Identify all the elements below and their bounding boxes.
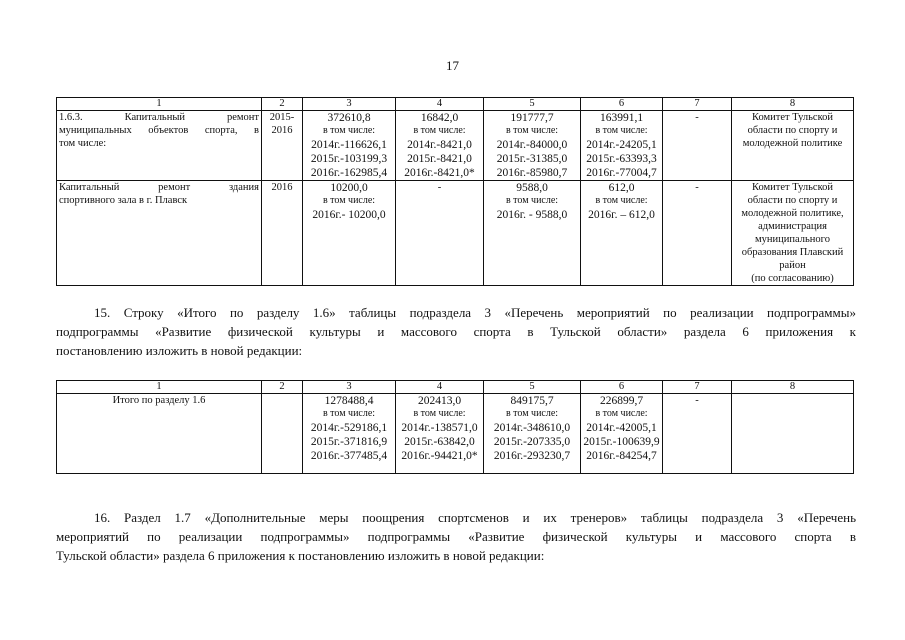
cell-line: 2016г.-84254,7 <box>586 449 657 462</box>
total-cell <box>303 181 396 286</box>
measure-name-cell <box>57 181 262 286</box>
cell-line: в том числе: <box>322 125 376 136</box>
cell-line: 2014г.-348610,0 <box>493 421 571 434</box>
cell-line: 2015г.-63842,0 <box>404 435 475 448</box>
cell-line: в том числе: <box>322 195 376 206</box>
cell-line: спортивного зала в г. Плавск <box>59 195 188 206</box>
cell-line: 1.6.3. Капитальный ремонт <box>59 112 259 123</box>
paragraph-line: подпрограммы «Развитие физической культуры и массового спорта в Тульской области» раздела 6 приложения к <box>56 324 856 339</box>
table-row <box>57 394 854 474</box>
table-header-row <box>57 98 854 111</box>
header-cell: 8 <box>732 98 854 111</box>
cell-line: 2015г.-371816,9 <box>310 435 388 448</box>
cell-line: район <box>779 260 806 271</box>
table-row <box>57 181 854 286</box>
cell-line: 2016г. – 612,0 <box>588 208 655 221</box>
cell-line: 2014г.-24205,1 <box>586 138 657 151</box>
cell-line: в том числе: <box>595 125 648 136</box>
period-cell: 2016 <box>262 181 303 286</box>
cell-line: 2016г.-85980,7 <box>496 166 568 179</box>
cell-line: 2016г.-77004,7 <box>586 166 657 179</box>
cell-line: Комитет Тульской <box>751 112 834 123</box>
cell-line: администрация <box>758 221 827 232</box>
paragraph-line: постановлению изложить в новой редакции: <box>56 343 303 358</box>
table-header-row <box>57 381 854 394</box>
cell-line: области по спорту и <box>747 195 838 206</box>
federal-budget-cell <box>396 394 484 474</box>
header-cell: 1 <box>57 98 262 111</box>
measures-table-1 <box>56 97 854 286</box>
executor-cell <box>732 111 854 181</box>
page-number: 17 <box>446 58 459 73</box>
cell-line: области по спорту и <box>747 125 838 136</box>
header-cell: 1 <box>57 381 262 394</box>
paragraph-line: 16. Раздел 1.7 «Дополнительные меры поощрения спортсменов и их тренеров» таблицы подраздела 3 «Перечень <box>94 510 856 525</box>
cell-line: в том числе: <box>595 195 648 206</box>
cell-line: 2016г.-162985,4 <box>310 166 388 179</box>
header-cell: 6 <box>581 98 663 111</box>
paragraph-line: мероприятий по реализации подпрограммы» подпрограммы «Развитие физической культуры и массового спорта в <box>56 529 856 544</box>
cell-line: муниципального <box>755 234 830 245</box>
regional-budget-cell <box>484 111 581 181</box>
header-cell: 3 <box>303 381 396 394</box>
measure-name-cell <box>57 111 262 181</box>
header-cell: 2 <box>262 98 303 111</box>
regional-budget-cell <box>484 394 581 474</box>
header-cell: 5 <box>484 381 581 394</box>
paragraph-line: 15. Строку «Итого по разделу 1.6» таблицы подраздела 3 «Перечень мероприятий по реализации подпрограммы» <box>94 305 856 320</box>
header-cell: 4 <box>396 98 484 111</box>
cell-line: молодежной политике <box>742 138 843 149</box>
cell-line: в том числе: <box>505 408 559 419</box>
cell-line: 2015г.-103199,3 <box>310 152 388 165</box>
header-cell: 5 <box>484 98 581 111</box>
cell-line: 849175,7 <box>510 395 554 407</box>
cell-line: 163991,1 <box>599 112 644 124</box>
cell-line: 612,0 <box>608 182 635 194</box>
executor-cell <box>732 394 854 474</box>
federal-budget-cell: - <box>396 181 484 286</box>
cell-line: 1278488,4 <box>324 395 374 407</box>
header-cell: 7 <box>663 381 732 394</box>
header-cell: 7 <box>663 98 732 111</box>
paragraph-15 <box>56 303 856 360</box>
cell-line: Капитальный ремонт здания <box>59 182 259 193</box>
header-cell: 4 <box>396 381 484 394</box>
cell-line: 16842,0 <box>420 112 459 124</box>
cell-line: образования Плавский <box>741 247 844 258</box>
cell-line: в том числе: <box>595 408 648 419</box>
municipal-budget-cell <box>581 181 663 286</box>
total-cell <box>303 394 396 474</box>
header-cell: 6 <box>581 381 663 394</box>
cell-line: том числе: <box>59 138 107 149</box>
cell-line: 2015г.-8421,0 <box>407 152 472 165</box>
table-row <box>57 111 854 181</box>
cell-line: 2016г.-377485,4 <box>310 449 388 462</box>
cell-line: 2016г. - 9588,0 <box>496 208 568 221</box>
cell-line: 2014г.-42005,1 <box>586 421 657 434</box>
regional-budget-cell <box>484 181 581 286</box>
total-cell <box>303 111 396 181</box>
paragraph-line: Тульской области» раздела 6 приложения к постановлению изложить в новой редакции: <box>56 548 545 563</box>
cell-line: 2016г.-8421,0* <box>404 166 475 179</box>
other-sources-cell: - <box>663 181 732 286</box>
cell-line: молодежной политике, <box>741 208 844 219</box>
cell-line: 2014г.-529186,1 <box>310 421 388 434</box>
other-sources-cell: - <box>663 394 732 474</box>
cell-line: 2015г.-63393,3 <box>586 152 657 165</box>
cell-line: 226899,7 <box>599 395 644 407</box>
cell-line: в том числе: <box>413 125 466 136</box>
municipal-budget-cell <box>581 394 663 474</box>
cell-line: в том числе: <box>322 408 376 419</box>
cell-line: 372610,8 <box>327 112 371 124</box>
executor-cell <box>732 181 854 286</box>
cell-line: в том числе: <box>505 125 559 136</box>
cell-line: 2015г.-31385,0 <box>496 152 568 165</box>
cell-line: Комитет Тульской <box>751 182 834 193</box>
cell-line: муниципальных объектов спорта, в <box>59 125 259 136</box>
cell-line: 2014г.-8421,0 <box>407 138 472 151</box>
federal-budget-cell <box>396 111 484 181</box>
header-cell: 3 <box>303 98 396 111</box>
paragraph-16 <box>56 508 856 565</box>
cell-line: 10200,0 <box>330 182 368 194</box>
cell-line: 2014г.-138571,0 <box>401 421 478 434</box>
cell-line: 2015г.-100639,9 <box>583 435 660 448</box>
period-cell <box>262 394 303 474</box>
cell-line: 2014г.-116626,1 <box>311 138 387 151</box>
cell-line: 191777,7 <box>510 112 554 124</box>
cell-line: 2016г.- 10200,0 <box>312 208 386 221</box>
totals-table <box>56 380 854 474</box>
cell-line: 2016 <box>271 125 293 136</box>
cell-line: (по согласованию) <box>751 273 834 284</box>
total-label-cell: Итого по разделу 1.6 <box>57 394 262 474</box>
header-cell: 8 <box>732 381 854 394</box>
cell-line: в том числе: <box>505 195 559 206</box>
other-sources-cell: - <box>663 111 732 181</box>
municipal-budget-cell <box>581 111 663 181</box>
cell-line: в том числе: <box>413 408 466 419</box>
cell-line: 2015- <box>269 112 295 123</box>
period-cell <box>262 111 303 181</box>
cell-line: 2014г.-84000,0 <box>496 138 568 151</box>
cell-line: 2016г.-293230,7 <box>493 449 571 462</box>
cell-line: 202413,0 <box>417 395 462 407</box>
cell-line: 9588,0 <box>516 182 548 194</box>
header-cell: 2 <box>262 381 303 394</box>
cell-line: 2016г.-94421,0* <box>401 449 478 462</box>
cell-line: 2015г.-207335,0 <box>493 435 571 448</box>
